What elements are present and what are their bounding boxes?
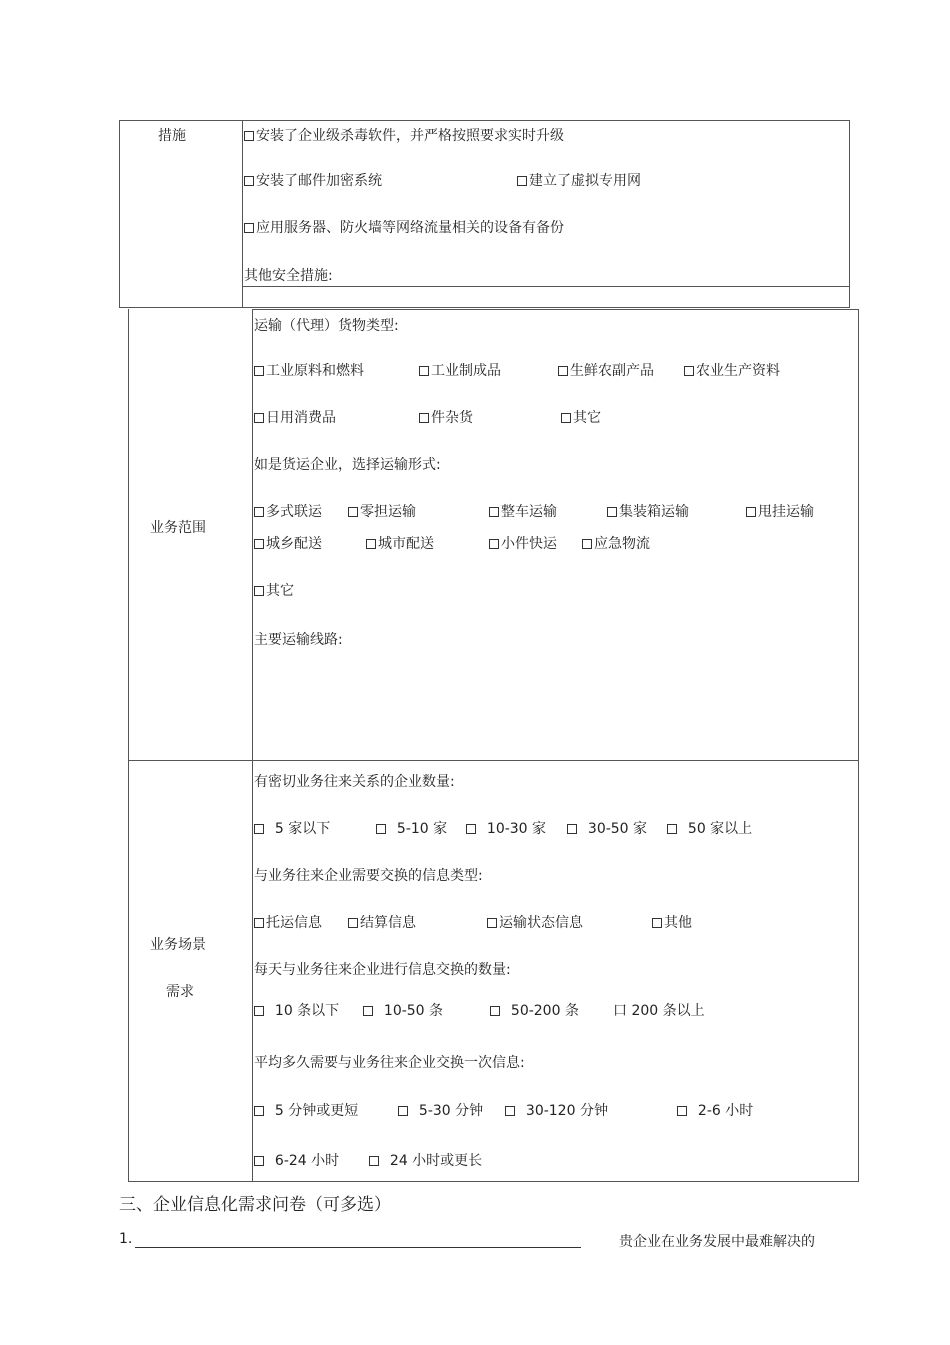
table-border [252, 309, 859, 310]
measure-option-antivirus[interactable]: 安装了企业级杀毒软件，并严格按照要求实时升级 [244, 125, 564, 145]
frequency-label: 平均多久需要与业务往来企业交换一次信息: [254, 1055, 525, 1071]
daily-count-label: 每天与业务往来企业进行信息交换的数量: [254, 962, 511, 978]
table-border [242, 286, 850, 287]
other-measures-label: 其他安全措施: [244, 268, 333, 284]
partner-count-option[interactable]: 5 家以下 [254, 818, 330, 838]
scope-label: 业务范围 [150, 520, 206, 536]
form-option[interactable]: 集装箱运输 [607, 501, 689, 521]
table-border [119, 307, 850, 308]
checkbox-icon[interactable] [684, 366, 694, 376]
question-text: 贵企业在业务发展中最难解决的 [619, 1234, 815, 1250]
checkbox-icon[interactable] [746, 507, 756, 517]
section-heading: 三、企业信息化需求问卷（可多选） [119, 1195, 391, 1215]
checkbox-icon[interactable] [517, 176, 527, 186]
main-routes-label: 主要运输线路: [254, 632, 343, 648]
cargo-option[interactable]: 其它 [561, 407, 601, 427]
table-border [858, 309, 859, 1182]
form-option[interactable]: 其它 [254, 580, 294, 600]
checkbox-icon[interactable] [667, 824, 677, 834]
table-border [849, 120, 850, 308]
checkbox-icon[interactable] [254, 1106, 264, 1116]
checkbox-icon[interactable] [369, 1156, 379, 1166]
table-border [119, 120, 850, 121]
form-option[interactable]: 甩挂运输 [746, 501, 814, 521]
cargo-option[interactable]: 工业原料和燃料 [254, 360, 364, 380]
checkbox-icon[interactable] [505, 1106, 515, 1116]
frequency-option[interactable]: 2-6 小时 [677, 1100, 753, 1120]
cargo-option[interactable]: 件杂货 [419, 407, 473, 427]
frequency-option[interactable]: 30-120 分钟 [505, 1100, 608, 1120]
checkbox-icon[interactable] [652, 918, 662, 928]
form-option[interactable]: 多式联运 [254, 501, 322, 521]
measure-option-vpn[interactable]: 建立了虚拟专用网 [517, 170, 641, 190]
form-option[interactable]: 零担运输 [348, 501, 416, 521]
info-type-option[interactable]: 运输状态信息 [487, 912, 583, 932]
checkbox-icon[interactable] [558, 366, 568, 376]
checkbox-icon[interactable] [254, 507, 264, 517]
answer-blank-line[interactable] [135, 1233, 581, 1248]
table-border [128, 309, 129, 1182]
partner-count-option[interactable]: 10-30 家 [466, 818, 546, 838]
question-number: 1. [119, 1231, 133, 1247]
daily-count-option[interactable]: 10-50 条 [363, 1000, 443, 1020]
form-option[interactable]: 整车运输 [489, 501, 557, 521]
partner-count-option[interactable]: 5-10 家 [376, 818, 447, 838]
form-option[interactable]: 小件快运 [489, 533, 557, 553]
table-border [119, 120, 120, 308]
checkbox-icon[interactable] [398, 1106, 408, 1116]
checkbox-icon[interactable] [348, 918, 358, 928]
checkbox-glyph[interactable]: 口 [613, 1003, 627, 1019]
checkbox-icon[interactable] [419, 366, 429, 376]
table-border [128, 760, 859, 761]
checkbox-icon[interactable] [489, 507, 499, 517]
checkbox-icon[interactable] [254, 1006, 264, 1016]
frequency-option[interactable]: 5 分钟或更短 [254, 1100, 358, 1120]
measures-label: 措施 [158, 128, 186, 144]
info-type-option[interactable]: 托运信息 [254, 912, 322, 932]
checkbox-icon[interactable] [466, 824, 476, 834]
measure-option-backup[interactable]: 应用服务器、防火墙等网络流量相关的设备有备份 [244, 217, 564, 237]
table-border [252, 309, 253, 1182]
cargo-option[interactable]: 农业生产资料 [684, 360, 780, 380]
checkbox-icon[interactable] [254, 413, 264, 423]
partner-count-option[interactable]: 50 家以上 [667, 818, 752, 838]
cargo-option[interactable]: 生鲜农副产品 [558, 360, 654, 380]
checkbox-icon[interactable] [254, 824, 264, 834]
info-type-option[interactable]: 结算信息 [348, 912, 416, 932]
daily-count-option[interactable]: 口 200 条以上 [613, 1003, 705, 1019]
checkbox-icon[interactable] [376, 824, 386, 834]
form-option[interactable]: 城乡配送 [254, 533, 322, 553]
checkbox-icon[interactable] [244, 176, 254, 186]
checkbox-icon[interactable] [244, 223, 254, 233]
daily-count-option[interactable]: 50-200 条 [490, 1000, 579, 1020]
measure-option-mail-encryption[interactable]: 安装了邮件加密系统 [244, 170, 382, 190]
checkbox-icon[interactable] [607, 507, 617, 517]
cargo-type-label: 运输（代理）货物类型: [254, 318, 399, 334]
checkbox-icon[interactable] [244, 131, 254, 141]
checkbox-icon[interactable] [489, 539, 499, 549]
checkbox-icon[interactable] [561, 413, 571, 423]
checkbox-icon[interactable] [582, 539, 592, 549]
scenario-label-line1: 业务场景 [150, 937, 206, 953]
checkbox-icon[interactable] [254, 918, 264, 928]
checkbox-icon[interactable] [254, 1156, 264, 1166]
transport-form-label: 如是货运企业，选择运输形式: [254, 457, 441, 473]
daily-count-option[interactable]: 10 条以下 [254, 1000, 339, 1020]
cargo-option[interactable]: 日用消费品 [254, 407, 336, 427]
frequency-option[interactable]: 24 小时或更长 [369, 1150, 482, 1170]
table-border [242, 120, 243, 308]
table-border [128, 1181, 859, 1182]
checkbox-icon[interactable] [348, 507, 358, 517]
checkbox-icon[interactable] [254, 539, 264, 549]
form-option[interactable]: 应急物流 [582, 533, 650, 553]
partner-count-label: 有密切业务往来关系的企业数量: [254, 774, 455, 790]
checkbox-icon[interactable] [419, 413, 429, 423]
checkbox-icon[interactable] [254, 366, 264, 376]
frequency-option[interactable]: 5-30 分钟 [398, 1100, 483, 1120]
scenario-label-line2: 需求 [166, 984, 194, 1000]
info-type-option[interactable]: 其他 [652, 912, 692, 932]
checkbox-icon[interactable] [487, 918, 497, 928]
form-option[interactable]: 城市配送 [366, 533, 434, 553]
partner-count-option[interactable]: 30-50 家 [567, 818, 647, 838]
checkbox-icon[interactable] [254, 586, 264, 596]
cargo-option[interactable]: 工业制成品 [419, 360, 501, 380]
checkbox-icon[interactable] [567, 824, 577, 834]
checkbox-icon[interactable] [366, 539, 376, 549]
checkbox-icon[interactable] [490, 1006, 500, 1016]
checkbox-icon[interactable] [677, 1106, 687, 1116]
frequency-option[interactable]: 6-24 小时 [254, 1150, 339, 1170]
info-type-label: 与业务往来企业需要交换的信息类型: [254, 868, 483, 884]
checkbox-icon[interactable] [363, 1006, 373, 1016]
